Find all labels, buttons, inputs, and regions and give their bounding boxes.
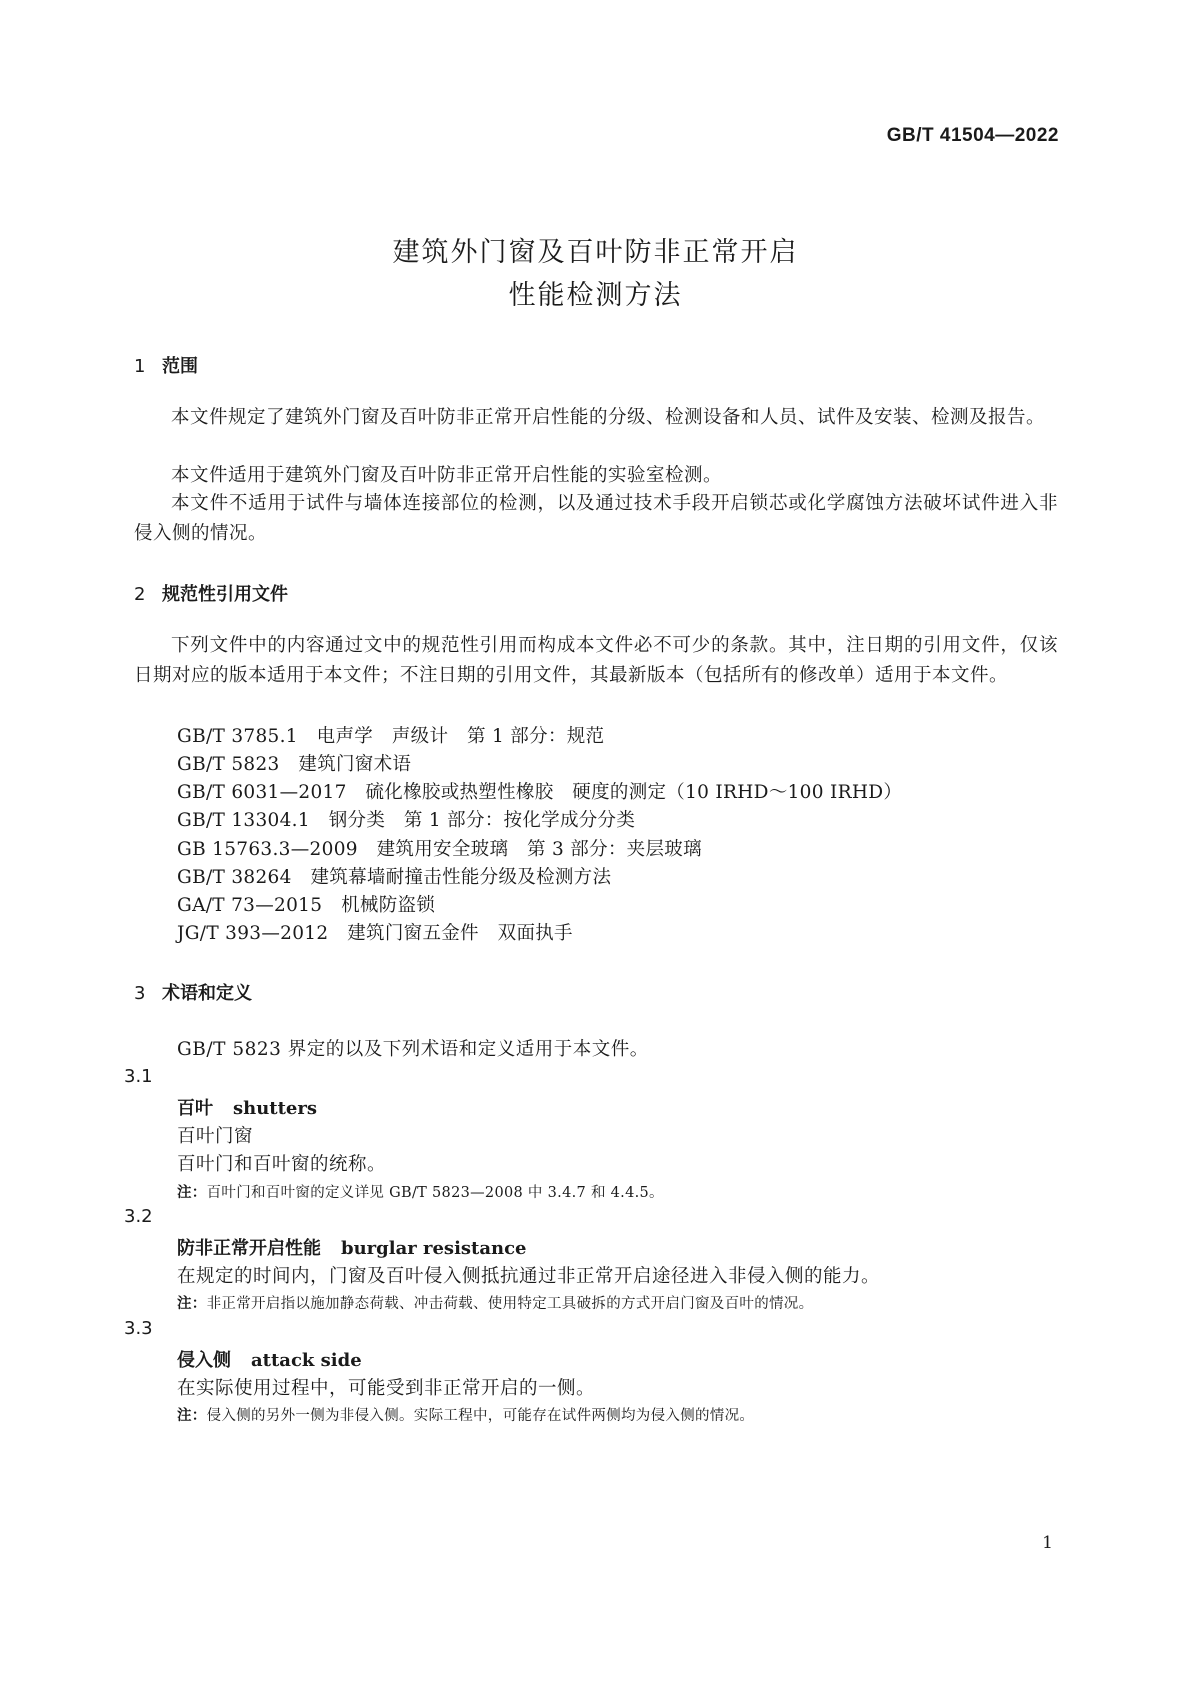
- note-label: 注：: [177, 1185, 207, 1201]
- term-number: 3.3: [124, 1318, 153, 1339]
- section-number: 2: [134, 584, 146, 605]
- reference-item: GB/T 3785.1 电声学 声级计 第 1 部分：规范: [177, 726, 605, 747]
- term-definition: 在实际使用过程中，可能受到非正常开启的一侧。: [177, 1378, 596, 1399]
- note-text: 侵入侧的另外一侧为非侵入侧。实际工程中，可能存在试件两侧均为侵入侧的情况。: [206, 1408, 755, 1424]
- section-number: 1: [134, 356, 146, 377]
- section-1-heading: [134, 352, 198, 378]
- term-title: [177, 1346, 362, 1372]
- section-2-intro: 下列文件中的内容通过文中的规范性引用而构成本文件必不可少的条款。其中，注日期的引用文件，仅该日期对应的版本适用于本文件；不注日期的引用文件，其最新版本（包括所有的修改单）适用于本文件。: [134, 635, 1058, 686]
- term-definition: 百叶门和百叶窗的统称。: [177, 1154, 387, 1175]
- section-title: 范围: [162, 356, 198, 377]
- term-en: attack side: [251, 1350, 362, 1371]
- section-1-para-1: 本文件规定了建筑外门窗及百叶防非正常开启性能的分级、检测设备和人员、试件及安装、检测及报告。: [171, 407, 1046, 428]
- reference-item: GB/T 13304.1 钢分类 第 1 部分：按化学成分分类: [177, 810, 636, 831]
- term-note: [177, 1292, 813, 1313]
- standard-code: GB/T 41504—2022: [886, 125, 1059, 146]
- document-title-line2: 性能检测方法: [508, 280, 683, 311]
- reference-item: GA/T 73—2015 机械防盗锁: [177, 895, 436, 916]
- section-1-para-3: 本文件不适用于试件与墙体连接部位的检测，以及通过技术手段开启锁芯或化学腐蚀方法破坏试件进入非侵入侧的情况。: [134, 493, 1058, 544]
- term-number: 3.2: [124, 1206, 153, 1227]
- term-number: 3.1: [124, 1066, 153, 1087]
- note-text: 百叶门和百叶窗的定义详见 GB/T 5823—2008 中 3.4.7 和 4.4.5。: [206, 1185, 664, 1201]
- term-title: [177, 1234, 527, 1260]
- note-label: 注：: [177, 1408, 207, 1424]
- term-en: shutters: [233, 1098, 318, 1119]
- reference-item: GB/T 38264 建筑幕墙耐撞击性能分级及检测方法: [177, 867, 612, 888]
- reference-item: GB 15763.3—2009 建筑用安全玻璃 第 3 部分：夹层玻璃: [177, 839, 702, 860]
- reference-item: JG/T 393—2012 建筑门窗五金件 双面执手: [177, 923, 573, 944]
- section-title: 术语和定义: [162, 983, 252, 1004]
- document-title-line1: 建筑外门窗及百叶防非正常开启: [392, 237, 799, 268]
- section-title: 规范性引用文件: [162, 584, 288, 605]
- section-number: 3: [134, 983, 146, 1004]
- term-cn: 防非正常开启性能: [177, 1238, 321, 1259]
- term-definition: 在规定的时间内，门窗及百叶侵入侧抵抗通过非正常开启途径进入非侵入侧的能力。: [177, 1266, 881, 1287]
- term-note: [177, 1404, 754, 1425]
- note-label: 注：: [177, 1296, 207, 1312]
- section-2-heading: [134, 580, 288, 606]
- term-cn: 侵入侧: [177, 1350, 231, 1371]
- term-en: burglar resistance: [341, 1238, 527, 1259]
- term-cn: 百叶: [177, 1098, 213, 1119]
- term-title: [177, 1094, 317, 1120]
- page-number: 1: [1042, 1533, 1053, 1553]
- term-note: [177, 1181, 664, 1202]
- reference-item: GB/T 5823 建筑门窗术语: [177, 754, 412, 775]
- reference-item: GB/T 6031—2017 硫化橡胶或热塑性橡胶 硬度的测定（10 IRHD～100 IRHD）: [177, 782, 903, 803]
- section-3-intro: GB/T 5823 界定的以及下列术语和定义适用于本文件。: [177, 1039, 649, 1060]
- term-synonym: 百叶门窗: [177, 1126, 254, 1147]
- note-text: 非正常开启指以施加静态荷载、冲击荷载、使用特定工具破拆的方式开启门窗及百叶的情况。: [206, 1296, 814, 1312]
- section-1-para-2: 本文件适用于建筑外门窗及百叶防非正常开启性能的实验室检测。: [171, 465, 723, 486]
- section-3-heading: [134, 979, 252, 1005]
